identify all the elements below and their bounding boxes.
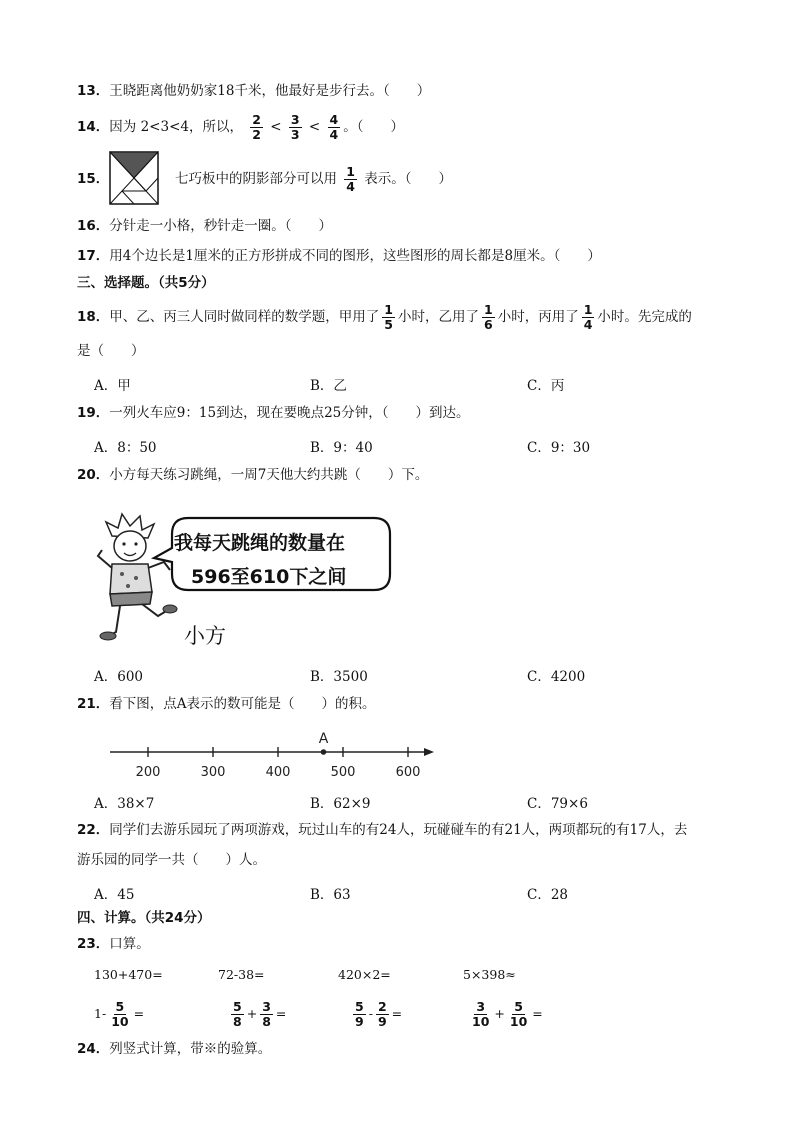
question-text: 口算。 [109,936,150,952]
number-line-tick-label: 500 [330,765,356,780]
tangram-image [109,151,159,205]
question-number: 24． [77,1041,110,1057]
question-text: 一列火车应9：15到达，现在要晚点25分钟，（ ）到达。 [109,405,470,421]
option-a[interactable]: A．8：50 [94,440,157,456]
calc-item: 72-38= [218,967,265,982]
option-b[interactable]: B．63 [310,887,351,903]
calc-fraction-item: $\frac{5}{9}$ - $\frac{2}{9}$ = [355,999,403,1029]
fraction: $\frac{1}{6}$ [484,302,493,332]
question-17 [77,247,601,265]
calc-item: 130+470= [94,967,163,982]
fraction: $\frac{1}{5}$ [384,302,393,332]
option-a[interactable]: A．甲 [94,378,131,394]
question-number: 23． [77,936,110,952]
question-number: 22． [77,822,110,838]
child-name: 小方 [184,624,226,648]
question-number: 16． [77,218,110,234]
question-15 [77,151,109,207]
calc-fraction-item: $\frac{5}{8}$ + $\frac{3}{8}$ = [233,999,287,1029]
point-a [321,749,327,755]
question-21 [77,695,376,713]
fraction: $\frac{3}{3}$ [290,112,300,142]
fraction: $\frac{4}{4}$ [329,112,339,142]
question-15-text: 七巧板中的阴影部分可以用 $\frac{1}{4}$ 表示。（ ） [175,164,453,194]
question-text: 用4个边长是1厘米的正方形拼成不同的图形，这些图形的周长都是8厘米。（ ） [109,248,601,264]
question-text: 王晓距离他奶奶家18千米，他最好是步行去。（ ） [109,83,431,99]
question-13 [77,82,430,100]
option-c[interactable]: C．28 [527,887,569,903]
section-title-3: 三、选择题。（共5分） [77,275,215,291]
number-line [104,726,444,782]
question-text: 分针走一小格，秒针走一圈。（ ） [109,218,333,234]
question-18: 18．甲、乙、丙三人同时做同样的数学题，甲用了 $\frac{1}{5}$ 小时，乙用了 $\frac{1}{6}$ 小时，丙用了 $\frac{1}{4}$ 小时。先完成的 [77,302,692,332]
less-than-sign: < [308,119,321,135]
question-24 [77,1040,271,1058]
question-number: 19． [77,405,110,421]
option-a[interactable]: A．38×7 [94,796,155,812]
question-16 [77,217,332,235]
calc-item: 5×398≈ [463,967,516,982]
less-than-sign: < [270,119,282,135]
fraction: $\frac{1}{4}$ [583,302,593,332]
option-c[interactable]: C．丙 [527,378,565,394]
fraction: $\frac{1}{4}$ [346,164,355,194]
calc-fraction-item: $\frac{3}{10}$ + $\frac{5}{10}$ = [472,999,543,1029]
question-text: 列竖式计算，带※的验算。 [109,1041,272,1057]
number-line-tick-label: 200 [135,765,161,780]
calc-item: 420×2= [338,967,391,982]
question-number: 13． [77,83,110,99]
number-line-arrow [424,748,434,756]
option-c[interactable]: C．79×6 [527,796,588,812]
question-number: 15． [77,171,110,187]
question-number: 18． [77,309,110,325]
bubble-line-1: 我每天跳绳的数量在 [174,532,346,554]
question-19 [77,404,470,422]
number-line-tick-label: 400 [265,765,291,780]
number-line-tick-label: 300 [200,765,226,780]
question-14: 14．因为 2<3<4，所以， $\frac{2}{2}$ < $\frac{3}{3}$ < $\frac{4}{4}$ 。（ ） [77,112,404,142]
question-text: 小方每天练习跳绳，一周7天他大约共跳（ ）下。 [109,467,429,483]
question-number: 14． [77,119,110,135]
number-line-tick-label: 600 [395,765,421,780]
question-22 [77,821,687,839]
question-18-line2: 是（ ） [77,343,145,359]
question-number: 21． [77,696,110,712]
question-text: 因为 2<3<4，所以， [109,119,243,135]
option-a[interactable]: A．45 [94,887,135,903]
question-20 [77,466,428,484]
option-b[interactable]: B．9：40 [310,440,373,456]
question-text: 看下图，点A表示的数可能是（ ）的积。 [109,696,376,712]
option-a[interactable]: A．600 [94,669,144,685]
question-number: 20． [77,467,110,483]
option-b[interactable]: B．乙 [310,378,347,394]
question-number: 17． [77,248,110,264]
bubble-line-2: 596至610下之间 [191,566,347,588]
question-23 [77,935,150,953]
question-22-line2: 游乐园的同学一共（ ）人。 [77,852,266,868]
option-b[interactable]: B．3500 [310,669,368,685]
question-text: 同学们去游乐园玩了两项游戏，玩过山车的有24人，玩碰碰车的有21人，两项都玩的有17人，去 [109,822,688,838]
option-b[interactable]: B．62×9 [310,796,371,812]
option-c[interactable]: C．9：30 [527,440,591,456]
section-title-4: 四、计算。（共24分） [77,910,211,926]
calc-fraction-item: 1- $\frac{5}{10}$ = [94,999,145,1029]
point-a-label: A [318,731,329,747]
fraction: $\frac{2}{2}$ [252,112,261,142]
option-c[interactable]: C．4200 [527,669,586,685]
